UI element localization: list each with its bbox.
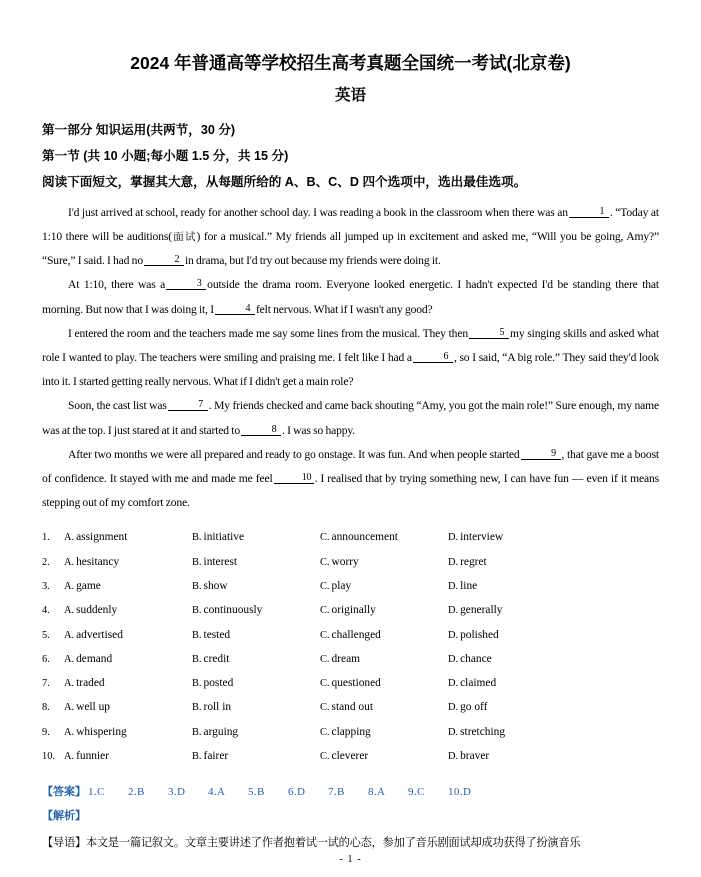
option-label-c: C.	[320, 605, 330, 617]
option-label-d: D.	[448, 751, 459, 762]
answer-item: 5.B	[248, 786, 265, 799]
option-label-a: A.	[64, 702, 75, 714]
option-a[interactable]	[64, 525, 192, 550]
answer-item: 10.D	[448, 786, 472, 799]
option-d[interactable]	[448, 574, 576, 599]
blank-3: 3	[166, 278, 206, 290]
option-text: challenged	[331, 628, 381, 641]
option-a[interactable]	[64, 720, 192, 745]
option-text: stand out	[331, 701, 373, 714]
option-text: cleverer	[331, 750, 369, 762]
option-label-c: C.	[320, 751, 330, 762]
blank-4: 4	[215, 303, 255, 315]
answer-item: 1.C	[88, 786, 105, 799]
option-label-b: B.	[192, 678, 202, 690]
option-label-b: B.	[192, 605, 202, 617]
option-label-d: D.	[448, 678, 459, 690]
passage-text: I'd just arrived at school, ready for another school day. I was reading a book in the classroom when there was an	[68, 205, 568, 219]
option-label-d: D.	[448, 580, 459, 592]
option-c[interactable]	[320, 525, 448, 550]
answer-item: 4.A	[208, 786, 226, 799]
option-d[interactable]	[448, 671, 576, 696]
blank-6: 6	[413, 351, 453, 363]
question-number: 7.	[42, 678, 50, 690]
option-text: show	[203, 579, 228, 592]
passage-text: ) for a musical.” My friends all jumped up in excitement and asked me, “Will you be going, Amy?” “Sure,” I said. I had no	[42, 229, 660, 268]
passage-text: At 1:10, there was a	[68, 278, 166, 292]
option-c[interactable]	[320, 720, 448, 745]
option-c[interactable]	[320, 695, 448, 720]
question-row	[42, 720, 659, 744]
page-title: 2024 年普通高等学校招生高考真题全国统一考试(北京卷)	[130, 53, 571, 73]
option-label-c: C.	[320, 532, 330, 544]
option-text: interest	[203, 555, 238, 568]
question-row	[42, 525, 659, 549]
option-text: advertised	[76, 628, 123, 641]
question-number: 8.	[42, 702, 50, 714]
option-text: announcement	[331, 531, 398, 544]
passage-text: , that gave me a boost of confidence. It stayed with me and made me feel	[42, 447, 659, 485]
question-number: 5.	[42, 629, 50, 641]
option-text: funnier	[76, 750, 110, 762]
option-b[interactable]	[192, 744, 320, 769]
blank-8: 8	[241, 424, 281, 436]
option-a[interactable]	[64, 623, 192, 648]
blank-2: 2	[144, 254, 184, 266]
passage-text: After two months we were all prepared and ready to go onstage. It was fun. And when people started	[68, 447, 520, 461]
passage-text: . My friends checked and came back shouting “Amy, you got the main role!” Sure enough, my name was at the top. I just stared at it and started to	[42, 399, 660, 437]
option-label-a: A.	[64, 751, 75, 762]
section-instruction: 阅读下面短文，掌握其大意，从每题所给的 A、B、C、D 四个选项中，选出最佳选项。	[42, 175, 527, 190]
option-label-c: C.	[320, 653, 330, 665]
option-label-b: B.	[192, 726, 202, 738]
option-d[interactable]	[448, 744, 576, 769]
option-text: generally	[460, 604, 503, 617]
option-b[interactable]	[192, 647, 320, 672]
option-b[interactable]	[192, 598, 320, 623]
question-row	[42, 695, 659, 719]
option-text: credit	[203, 652, 230, 665]
option-b[interactable]	[192, 525, 320, 550]
option-text: demand	[76, 652, 113, 665]
question-row	[42, 598, 659, 622]
answer-item: 2.B	[128, 786, 145, 799]
option-text: well up	[76, 701, 110, 714]
passage-paragraph-3	[42, 322, 659, 395]
option-label-b: B.	[192, 556, 202, 568]
question-row	[42, 550, 659, 574]
option-d[interactable]	[448, 550, 576, 575]
option-label-a: A.	[64, 653, 75, 665]
option-a[interactable]	[64, 598, 192, 623]
option-c[interactable]	[320, 671, 448, 696]
passage-text: outside the drama room. Everyone looked energetic. I hadn't expected I'd be standing there that morning. But now that I was doing it, I	[42, 278, 659, 316]
analysis-label: 【解析】	[42, 809, 86, 823]
option-text: arguing	[203, 725, 239, 738]
question-number: 10.	[42, 751, 55, 762]
option-c[interactable]	[320, 574, 448, 599]
option-d[interactable]	[448, 598, 576, 623]
option-b[interactable]	[192, 695, 320, 720]
option-label-a: A.	[64, 556, 75, 568]
option-label-d: D.	[448, 702, 459, 714]
blank-10: 10	[274, 472, 314, 484]
answer-analysis-block	[42, 780, 659, 855]
blank-1: 1	[569, 206, 609, 218]
option-text: stretching	[460, 725, 506, 738]
passage-paragraph-1	[42, 201, 659, 274]
option-text: posted	[203, 677, 234, 690]
option-label-c: C.	[320, 726, 330, 738]
question-options-list	[42, 525, 659, 768]
option-c[interactable]	[320, 647, 448, 672]
option-label-d: D.	[448, 629, 459, 641]
question-row	[42, 647, 659, 671]
option-text: hesitancy	[76, 555, 120, 568]
option-label-a: A.	[64, 580, 75, 592]
question-number: 3.	[42, 580, 50, 592]
passage-text: my singing skills and asked what role I wanted to play. The teachers were smiling and praising me. I felt like I had a	[42, 326, 660, 364]
option-a[interactable]	[64, 647, 192, 672]
answer-item: 3.D	[168, 786, 186, 799]
option-text: chance	[460, 652, 492, 665]
option-label-a: A.	[64, 605, 75, 617]
section-one-heading: 第一节 (共 10 小题;每小题 1.5 分，共 15 分)	[42, 149, 289, 164]
blank-9: 9	[521, 448, 561, 460]
answer-key-label: 【答案】	[42, 785, 86, 799]
passage-text: , so I said, “A big role.” They said they'd look into it. I started getting really nervous. What if I didn't get a main role?	[42, 350, 659, 389]
option-a[interactable]	[64, 574, 192, 599]
option-d[interactable]	[448, 647, 576, 672]
option-text: fairer	[203, 750, 229, 762]
option-c[interactable]	[320, 550, 448, 575]
option-d[interactable]	[448, 695, 576, 720]
option-text: traded	[76, 677, 105, 690]
option-text: regret	[460, 555, 487, 568]
passage-text: I entered the room and the teachers made me say some lines from the musical. They then	[68, 326, 468, 340]
option-text: braver	[460, 750, 490, 762]
option-label-a: A.	[64, 532, 75, 544]
passage-gloss-cn: 面试	[171, 230, 197, 243]
answer-key-line	[42, 780, 659, 804]
reading-passage	[42, 201, 659, 516]
option-label-c: C.	[320, 678, 330, 690]
question-number: 2.	[42, 556, 50, 568]
question-number: 9.	[42, 726, 50, 738]
option-c[interactable]	[320, 598, 448, 623]
answer-item: 8.A	[368, 786, 386, 799]
question-number: 6.	[42, 653, 50, 665]
option-b[interactable]	[192, 623, 320, 648]
option-label-d: D.	[448, 605, 459, 617]
option-b[interactable]	[192, 550, 320, 575]
option-label-d: D.	[448, 556, 459, 568]
answer-item: 9.C	[408, 786, 425, 799]
option-label-b: B.	[192, 580, 202, 592]
question-row	[42, 671, 659, 695]
question-row	[42, 574, 659, 598]
option-d[interactable]	[448, 525, 576, 550]
page-subtitle: 英语	[334, 87, 366, 105]
option-text: continuously	[203, 604, 263, 617]
option-a[interactable]	[64, 695, 192, 720]
option-label-a: A.	[64, 726, 75, 738]
option-text: tested	[203, 628, 231, 641]
question-number: 1.	[42, 532, 50, 544]
option-text: claimed	[460, 677, 497, 690]
option-text: dream	[331, 652, 360, 665]
option-b[interactable]	[192, 720, 320, 745]
option-label-c: C.	[320, 629, 330, 641]
option-a[interactable]	[64, 744, 192, 769]
question-row	[42, 744, 659, 768]
analysis-guide-text: 【导语】本文是一篇记叙文。文章主要讲述了作者抱着试一试的心态，参加了音乐剧面试却成功获得了扮演音乐	[42, 836, 581, 850]
option-label-c: C.	[320, 580, 330, 592]
option-text: initiative	[203, 531, 245, 544]
passage-text: . “Today at 1:10 there will be auditions(	[42, 205, 660, 243]
part-one-heading: 第一部分 知识运用(共两节，30 分)	[42, 122, 236, 137]
passage-text: in drama, but I'd try out because my friends were doing it.	[184, 254, 441, 268]
option-text: roll in	[203, 701, 232, 714]
option-a[interactable]	[64, 550, 192, 575]
option-label-c: C.	[320, 702, 330, 714]
option-b[interactable]	[192, 671, 320, 696]
blank-7: 7	[168, 399, 208, 411]
option-label-d: D.	[448, 653, 459, 665]
passage-text: . I realised that by trying something new, I can have fun — even if it means stepping out of my comfort zone.	[42, 471, 660, 510]
option-label-c: C.	[320, 556, 330, 568]
option-text: originally	[331, 604, 376, 617]
option-text: clapping	[331, 725, 371, 738]
option-d[interactable]	[448, 720, 576, 745]
option-c[interactable]	[320, 623, 448, 648]
option-b[interactable]	[192, 574, 320, 599]
question-number: 4.	[42, 605, 50, 617]
question-row	[42, 623, 659, 647]
passage-text: felt nervous. What if I wasn't any good?	[255, 302, 433, 316]
option-label-b: B.	[192, 653, 202, 665]
passage-paragraph-4	[42, 394, 659, 442]
option-label-d: D.	[448, 532, 459, 544]
option-text: suddenly	[76, 604, 118, 617]
option-label-b: B.	[192, 751, 202, 762]
option-label-b: B.	[192, 629, 202, 641]
passage-text: . I was so happy.	[282, 423, 356, 437]
option-a[interactable]	[64, 671, 192, 696]
page-footer: - 1 -	[339, 854, 362, 865]
option-text: interview	[460, 531, 504, 544]
option-label-b: B.	[192, 702, 202, 714]
option-text: game	[76, 579, 101, 592]
option-c[interactable]	[320, 744, 448, 769]
option-text: assignment	[76, 531, 128, 544]
option-text: play	[331, 579, 352, 592]
option-d[interactable]	[448, 623, 576, 648]
answer-item: 7.B	[328, 786, 345, 799]
option-text: worry	[331, 555, 359, 568]
option-label-d: D.	[448, 726, 459, 738]
blank-5: 5	[469, 327, 509, 339]
option-text: whispering	[76, 725, 127, 738]
option-text: polished	[460, 628, 499, 641]
answer-item: 6.D	[288, 786, 306, 799]
option-text: line	[460, 579, 478, 592]
option-text: questioned	[331, 677, 381, 690]
passage-text: Soon, the cast list was	[68, 399, 167, 413]
passage-paragraph-5	[42, 443, 659, 516]
passage-paragraph-2	[42, 273, 659, 321]
option-label-a: A.	[64, 678, 75, 690]
option-label-b: B.	[192, 532, 202, 544]
option-label-a: A.	[64, 629, 75, 641]
option-text: go off	[460, 701, 488, 714]
